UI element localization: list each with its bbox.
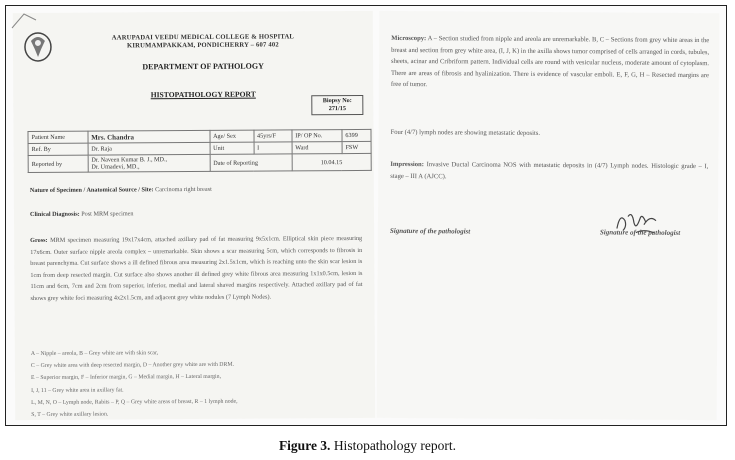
gross-label: Gross: [30,236,48,245]
specimen-line [30,183,362,197]
ip-op-number: 6399 [342,129,371,141]
unit: I [254,142,292,154]
impression-text: Invasive Ductal Carcinoma NOS with metastatic deposits in (4/7) Lymph nodes. Histologic grade – I, stage – III A (AJCC). [390,161,709,180]
microscopy-label: Microscopy: [391,34,427,43]
ref-by: Dr. Raja [88,142,210,155]
biopsy-box [311,95,363,115]
gross-paragraph [30,233,362,305]
impression-paragraph [390,159,708,184]
specimen-label: Nature of Specimen / Anatomical Source / Site: [29,186,154,195]
report-title-text: HISTOPATHOLOGY REPORT [150,89,256,100]
specimen-value: Carcinoma right breast [155,185,212,194]
key-line-2: C – Grey white area with deep resected margin, D – Another grey white are with DRM. [30,361,234,370]
ward-label: Ward [292,142,342,154]
caption-text: Histopathology report. [333,438,457,453]
signature-label-2: Signature of the pathologist [599,228,681,237]
college-line-1: AARUPADAI VEEDU MEDICAL COLLEGE & HOSPITAL [111,33,295,42]
college-name [63,33,343,51]
biopsy-label: Biopsy No: [322,97,352,105]
department-title: DEPARTMENT OF PATHOLOGY [142,61,264,72]
microscopy-paragraph [391,33,709,93]
patient-name-label: Patient Name [28,131,88,143]
impression-label: Impression: [390,160,424,169]
unit-label: Unit [210,142,254,154]
key-line-6: S, T – Grey white axillary lesion. [31,411,109,419]
date-label: Date of Reporting [210,154,292,172]
table-row [28,153,371,172]
report-page-1 [13,11,375,420]
college-emblem-icon [21,29,55,63]
lymph-node-line: Four (4/7) lymph nodes are showing metastatic deposits. [390,128,541,137]
ref-by-label: Ref. By [28,143,88,155]
reported-by-2: Dr. Umadevi, MD., [91,163,140,171]
age-sex-label: Age/ Sex [210,130,254,142]
key-line-5: L, M, N, O – Lymph node, Rabits – P, Q – Grey white areas of breast, R – 1 lymph node, [31,398,238,406]
date-of-reporting: 10.04.15 [292,153,371,170]
ward: FSW [342,141,371,153]
caption-label: Figure 3. [278,438,331,453]
microscopy-text: A – Section studied from nipple and areola are unremarkable. B, C – Sections from grey white areas in the breast and section from grey white area, (I, J, K) in the axilla shows tumor comprised of cells arranged in cords, tubules, sheets, acinar and Cribriform pattern. Individual cells are round with vesicular nucleus, moderate amount of cytoplasm. There are areas of fibrosis and hyalinization. There is evidence of vascular emboli. E, F, G, H – Resected margins are free of tumor. [390,35,710,89]
reported-by-1: Dr. Naveen Kumar B. J., MD., [91,156,168,164]
clinical-line [30,207,362,221]
patient-info-table [27,129,371,173]
clinical-value: Post MRM specimen [81,210,134,218]
report-title [63,89,343,100]
figure-frame [5,5,727,426]
reported-by [88,154,210,172]
figure-caption [0,438,735,454]
report-page-2 [377,11,720,420]
clinical-label: Clinical Diagnosis: [29,210,80,219]
biopsy-number: 271/15 [328,105,346,113]
signature-label-1: Signature of the pathologist [389,226,471,236]
key-line-1: A – Nipple – areola, B – Grey white are with skin scar, [30,350,159,357]
patient-name: Mrs. Chandra [88,130,210,143]
corner-mark-icon [10,10,40,30]
college-line-2: KIRUMAMPAKKAM, PONDICHERRY – 607 402 [127,41,279,50]
gross-text: MRM specimen measuring 19x17x4cm, attached axillary pad of fat measuring 9x5x1cm. Elliptical skin piece measuring 17x6cm. Outer surface nipple areola complex – unremarkable. Skin shows a scar measuring 5cm, which corresponds to fibrosis in breast parenchyma. Cut surface shows a ill defined fibrous area measuring 2x1.5x1cm, which is reaching unto the skin scar lesion is 1cm from deep resected margin. Cut surface also shows another ill defined grey white fibrous area measuring 1x1x0.5cm, lesion is 11cm and 6cm, 7cm and 2cm from superior, inferior, medial and lateral shaved margins respectively. Attached axillary pad of fat shows grey white foci measuring 4x2x1.5cm, and adjacent grey white nodules (7 Lymph Nodes). [30,234,363,302]
reported-by-label: Reported by [28,155,88,172]
key-list [31,346,363,421]
ip-op-label: IP/ OP No. [292,130,342,142]
age-sex: 45yrs/F [253,130,291,142]
key-line-4: I, J, 11 – Grey white area in axillary fat. [31,387,124,394]
key-line-3: E – Superior margin, F – Inferior margin, G – Medial margin, H – Lateral margin, [30,374,222,382]
